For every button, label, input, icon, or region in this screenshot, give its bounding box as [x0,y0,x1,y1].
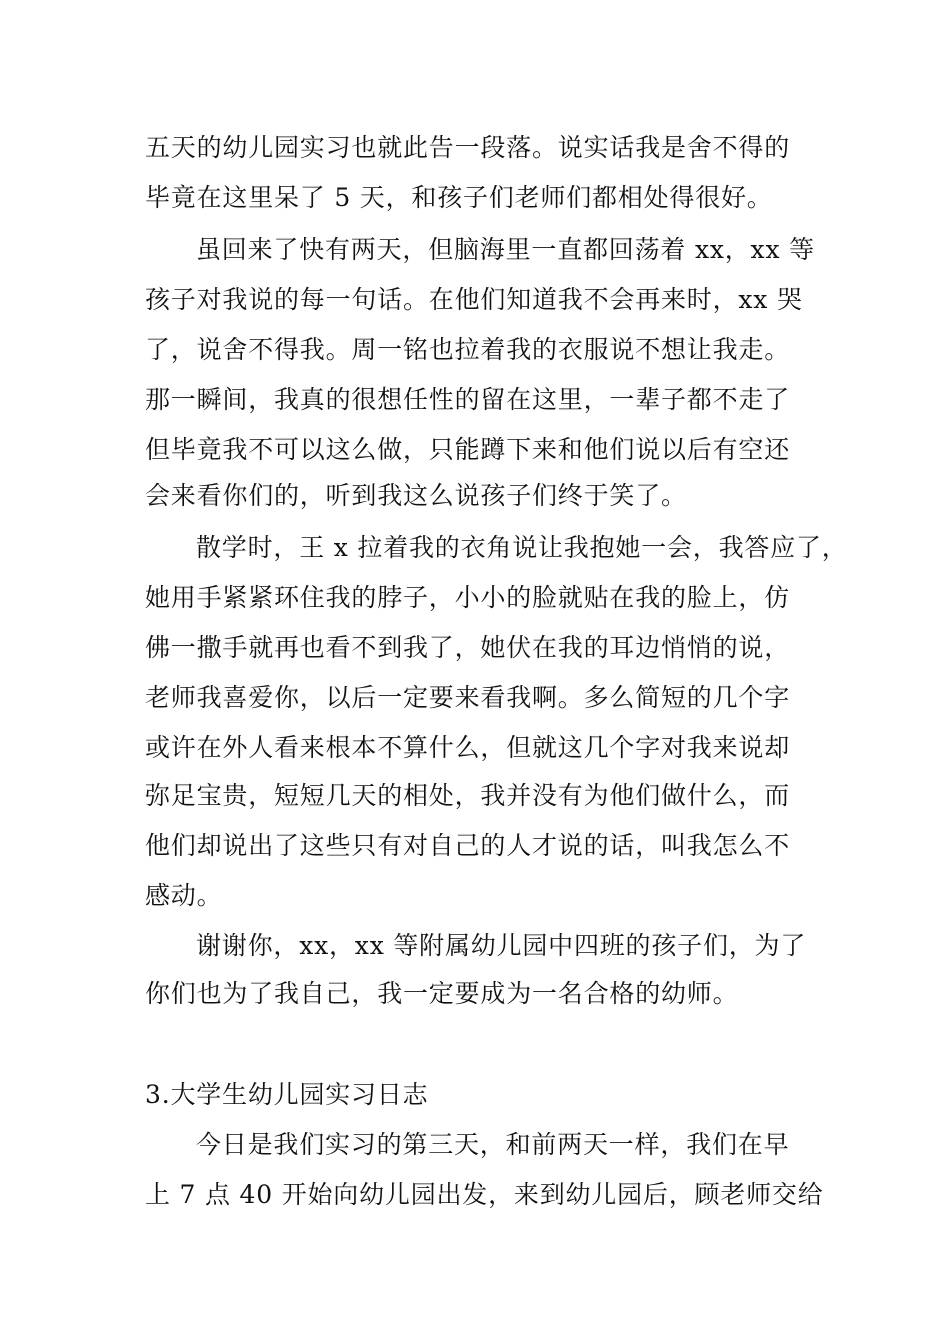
text-line: 散学时，王 x 拉着我的衣角说让我抱她一会，我答应了， [196,533,848,562]
text-line: 上 7 点 40 开始向幼儿园出发，来到幼儿园后，顾老师交给 [145,1180,824,1209]
text-line: 会来看你们的，听到我这么说孩子们终于笑了。 [145,481,687,510]
text-line: 了，说舍不得我。周一铭也拉着我的衣服说不想让我走。 [145,335,791,364]
text-line: 五天的幼儿园实习也就此告一段落。说实话我是舍不得的 [145,133,791,162]
text-line: 今日是我们实习的第三天，和前两天一样，我们在早 [196,1130,790,1159]
text-line: 或许在外人看来根本不算什么，但就这几个字对我来说却 [145,733,791,762]
text-line: 孩子对我说的每一句话。在他们知道我不会再来时，xx 哭 [145,285,803,314]
text-line: 毕竟在这里呆了 5 天，和孩子们老师们都相处得很好。 [145,183,773,212]
text-line: 但毕竟我不可以这么做，只能蹲下来和他们说以后有空还 [145,435,791,464]
text-line: 那一瞬间，我真的很想任性的留在这里，一辈子都不走了 [145,385,791,414]
text-line: 弥足宝贵，短短几天的相处，我并没有为他们做什么，而 [145,781,791,810]
text-line: 他们却说出了这些只有对自己的人才说的话，叫我怎么不 [145,831,791,860]
text-line: 佛一撒手就再也看不到我了，她伏在我的耳边悄悄的说， [145,633,791,662]
text-line: 虽回来了快有两天，但脑海里一直都回荡着 xx，xx 等 [196,235,815,264]
text-line: 她用手紧紧环住我的脖子，小小的脸就贴在我的脸上，仿 [145,583,791,612]
text-line: 谢谢你，xx，xx 等附属幼儿园中四班的孩子们，为了 [196,931,807,960]
section-heading: 3.大学生幼儿园实习日志 [145,1080,429,1109]
text-line: 老师我喜爱你，以后一定要来看我啊。多么简短的几个字 [145,683,791,712]
text-line: 感动。 [145,881,223,910]
text-line: 你们也为了我自己，我一定要成为一名合格的幼师。 [145,979,739,1008]
